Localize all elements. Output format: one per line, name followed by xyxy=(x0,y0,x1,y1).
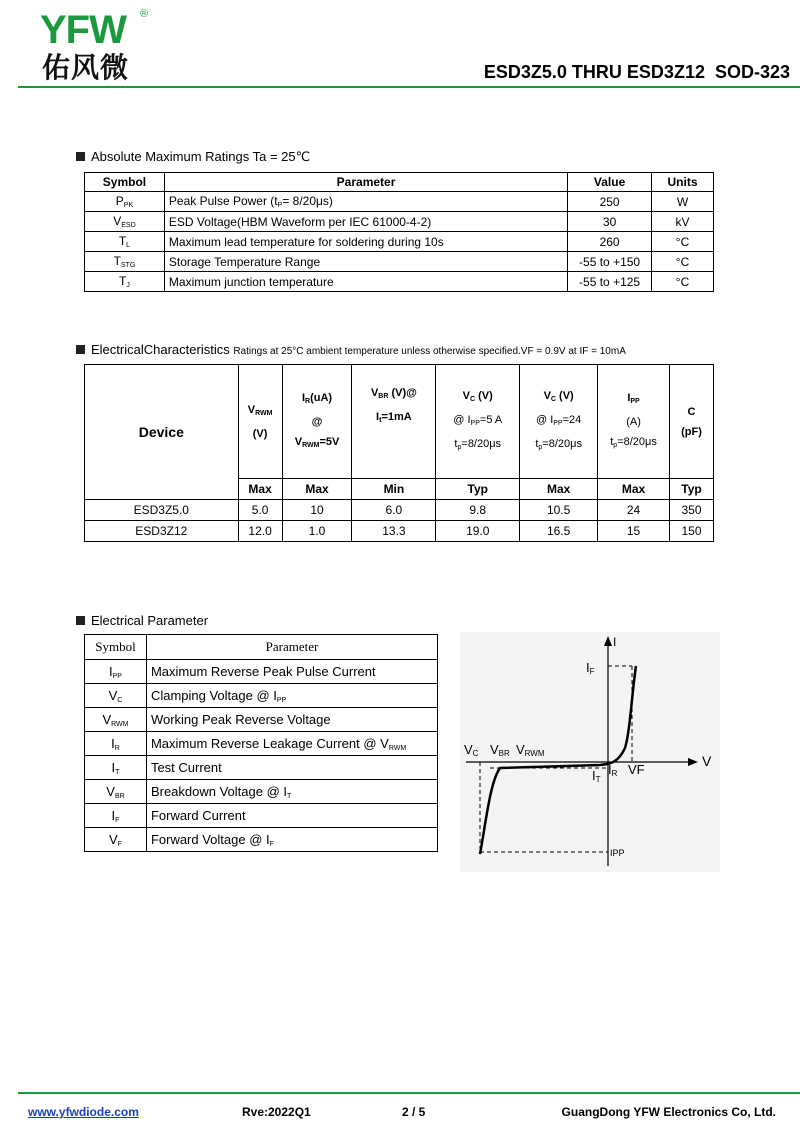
table-row xyxy=(85,828,438,852)
elec-char-table xyxy=(84,364,714,542)
table-row xyxy=(85,804,438,828)
symbol-cell: $T_J$ xyxy=(85,272,165,292)
axis-i-label: I xyxy=(613,635,617,649)
device-cell: ESD3Z5.0 xyxy=(85,500,239,521)
header-cell: $V_{BR}$ (V)@ $I_t=1mA$ xyxy=(352,365,436,479)
bullet-square-icon xyxy=(76,345,85,354)
parameter-cell: Maximum Reverse Leakage Current @ $V_{RWM}$ xyxy=(146,732,437,756)
header-cell: $V_C$ (V) @ $I_{PP}=5$ A $t_p=8/20\mu s$ xyxy=(436,365,520,479)
header-cell: $I_{PP}$ (A) $t_p=8/20\mu s$ xyxy=(598,365,670,479)
unit-cell: °C xyxy=(652,272,714,292)
elec-char-title: ElectricalCharacteristics Ratings at 25°C ambient temperature unless otherwise specified.VF = 0.9V at IF = 10mA xyxy=(76,342,626,357)
table-row xyxy=(85,780,438,804)
footer-divider xyxy=(18,1092,800,1094)
unit-cell: Min xyxy=(352,479,436,500)
symbol-cell: $V_{ESD}$ xyxy=(85,212,165,232)
value-cell: 24 xyxy=(598,500,670,521)
table-row xyxy=(85,500,714,521)
table-row xyxy=(85,708,438,732)
value-cell: 15 xyxy=(598,521,670,542)
symbol-cell: $P_{PK}$ xyxy=(85,192,165,212)
value-cell: 1.0 xyxy=(282,521,352,542)
vf-label: VF xyxy=(628,762,645,777)
vrwm-label: VRWM xyxy=(516,742,545,758)
table-row xyxy=(85,732,438,756)
table-header-row xyxy=(85,173,714,192)
device-cell: ESD3Z12 xyxy=(85,521,239,542)
company-logo xyxy=(40,8,150,84)
symbol-cell: $I_{PP}$ xyxy=(85,660,147,684)
logo-text: YFW xyxy=(40,8,126,52)
elec-char-note: Ratings at 25°C ambient temperature unless otherwise specified.VF = 0.9V at IF = 10mA xyxy=(233,346,626,357)
table-row xyxy=(85,212,714,232)
ipp-label: IPP xyxy=(610,848,625,858)
unit-cell: Typ xyxy=(670,479,714,500)
parameter-cell: Clamping Voltage @ $I_{PP}$ xyxy=(146,684,437,708)
vbr-label: VBR xyxy=(490,742,510,758)
symbol-cell: $V_{RWM}$ xyxy=(85,708,147,732)
parameter-cell: Storage Temperature Range xyxy=(164,252,567,272)
table-row xyxy=(85,252,714,272)
elec-param-table xyxy=(84,634,438,852)
parameter-cell: ESD Voltage(HBM Waveform per IEC 61000-4-2) xyxy=(164,212,567,232)
device-header: Device xyxy=(85,365,239,500)
abs-max-table xyxy=(84,172,714,292)
ir-label: IR xyxy=(608,762,618,778)
symbol-cell: $T_L$ xyxy=(85,232,165,252)
header-cell: Symbol xyxy=(85,173,165,192)
symbol-cell: $I_F$ xyxy=(85,804,147,828)
abs-max-title: Absolute Maximum Ratings Ta = 25℃ xyxy=(76,149,310,165)
document-title: ESD3Z5.0 THRU ESD3Z12 SOD-323 xyxy=(483,62,790,82)
table-row xyxy=(85,272,714,292)
symbol-cell: $I_R$ xyxy=(85,732,147,756)
parameter-cell: Working Peak Reverse Voltage xyxy=(146,708,437,732)
table-row xyxy=(85,660,438,684)
unit-cell: Max xyxy=(598,479,670,500)
value-cell: 250 xyxy=(568,192,652,212)
company-name: GuangDong YFW Electronics Co, Ltd. xyxy=(561,1105,776,1119)
table-row xyxy=(85,192,714,212)
parameter-cell: Maximum junction temperature xyxy=(164,272,567,292)
logo-chinese-text: 佑风微 xyxy=(42,51,130,84)
unit-cell: kV xyxy=(652,212,714,232)
registered-mark: ® xyxy=(140,8,149,20)
table-header-row xyxy=(85,635,438,660)
table-row xyxy=(85,756,438,780)
table-header-row xyxy=(85,365,714,479)
value-cell: 9.8 xyxy=(436,500,520,521)
parameter-cell: Forward Voltage @ $I_F$ xyxy=(146,828,437,852)
unit-cell: Typ xyxy=(436,479,520,500)
value-cell: 10.5 xyxy=(520,500,598,521)
value-cell: -55 to +150 xyxy=(568,252,652,272)
parameter-cell: Peak Pulse Power $(t_P= 8/20\mu s)$ xyxy=(164,192,567,212)
value-cell: -55 to +125 xyxy=(568,272,652,292)
header-cell: Value xyxy=(568,173,652,192)
elec-param-title: Electrical Parameter xyxy=(76,613,208,628)
value-cell: 5.0 xyxy=(238,500,282,521)
value-cell: 19.0 xyxy=(436,521,520,542)
table-row xyxy=(85,232,714,252)
unit-cell: Max xyxy=(282,479,352,500)
table-row xyxy=(85,684,438,708)
value-cell: 30 xyxy=(568,212,652,232)
parameter-cell: Maximum Reverse Peak Pulse Current xyxy=(146,660,437,684)
header-cell: $V_{RWM}$ (V) xyxy=(238,365,282,479)
value-cell: 13.3 xyxy=(352,521,436,542)
parameter-cell: Breakdown Voltage @ $I_T$ xyxy=(146,780,437,804)
value-cell: 12.0 xyxy=(238,521,282,542)
value-cell: 150 xyxy=(670,521,714,542)
revision-text: Rve:2022Q1 xyxy=(242,1105,311,1119)
unit-cell: Max xyxy=(520,479,598,500)
value-cell: 10 xyxy=(282,500,352,521)
symbol-cell: $V_{BR}$ xyxy=(85,780,147,804)
header-cell: Symbol xyxy=(85,635,147,660)
value-cell: 350 xyxy=(670,500,714,521)
if-label: IF xyxy=(586,660,595,676)
unit-cell: W xyxy=(652,192,714,212)
unit-cell: °C xyxy=(652,232,714,252)
table-row xyxy=(85,521,714,542)
it-label: IT xyxy=(592,768,601,784)
header-divider xyxy=(18,86,800,88)
symbol-cell: $V_F$ xyxy=(85,828,147,852)
value-cell: 16.5 xyxy=(520,521,598,542)
vc-label: VC xyxy=(464,742,479,758)
parameter-cell: Test Current xyxy=(146,756,437,780)
symbol-cell: $T_{STG}$ xyxy=(85,252,165,272)
parameter-cell: Maximum lead temperature for soldering during 10s xyxy=(164,232,567,252)
symbol-cell: $I_T$ xyxy=(85,756,147,780)
website-link[interactable]: www.yfwdiode.com xyxy=(28,1105,139,1119)
page-number: 2 / 5 xyxy=(402,1105,426,1119)
axis-v-label: V xyxy=(702,753,712,769)
value-cell: 260 xyxy=(568,232,652,252)
header-cell: C (pF) xyxy=(670,365,714,479)
header-cell: $I_R(uA)$ @ $V_{RWM}=5V$ xyxy=(282,365,352,479)
parameter-cell: Forward Current xyxy=(146,804,437,828)
header-cell: $V_C$ (V) @ $I_{PP}=24$ $t_p=8/20\mu s$ xyxy=(520,365,598,479)
unit-cell: Max xyxy=(238,479,282,500)
header-cell: Parameter xyxy=(164,173,567,192)
header-cell: Parameter xyxy=(146,635,437,660)
bullet-square-icon xyxy=(76,616,85,625)
header-cell: Units xyxy=(652,173,714,192)
unit-cell: °C xyxy=(652,252,714,272)
bullet-square-icon xyxy=(76,152,85,161)
value-cell: 6.0 xyxy=(352,500,436,521)
iv-curve-diagram xyxy=(460,632,720,872)
symbol-cell: $V_C$ xyxy=(85,684,147,708)
